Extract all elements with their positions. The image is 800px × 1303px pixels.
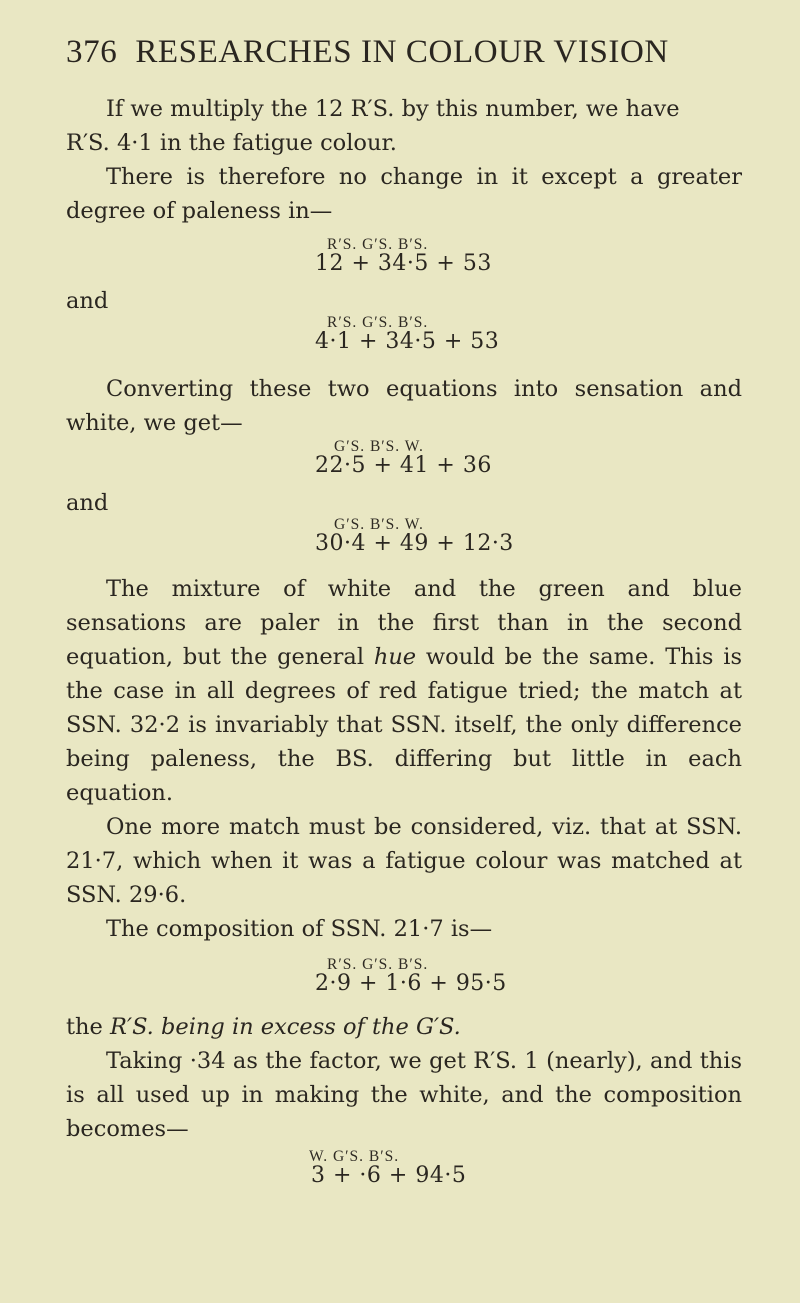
and-connector-1: and [66, 288, 109, 314]
equation-1 [66, 228, 742, 284]
equation-2-labels: R′S. G′S. B′S. [327, 314, 429, 331]
equation-6-values: 3 + ·6 + 94·5 [311, 1163, 467, 1188]
body-text [66, 92, 742, 1196]
paragraph-5: One more match must be considered, viz. that at SSN. 21·7, which when it was a fatigue colour was matched at SSN. 29·6. [66, 814, 742, 908]
running-header [66, 34, 746, 71]
paragraph-2: There is therefore no change in it except a greater degree of paleness in— [66, 164, 742, 224]
equation-4-values: 30·4 + 49 + 12·3 [315, 531, 514, 556]
equation-1-labels: R′S. G′S. B′S. [327, 236, 429, 253]
equation-3-values: 22·5 + 41 + 36 [315, 453, 492, 478]
equation-3-labels: G′S. B′S. W. [334, 438, 424, 455]
equation-2-values: 4·1 + 34·5 + 53 [315, 329, 500, 354]
paragraph-3: Converting these two equations into sensation and white, we get— [66, 376, 742, 436]
paragraph-6: The composition of SSN. 21·7 is— [106, 916, 493, 942]
paragraph-4-start: The mixture of white and the green and blue sensations are paler in the first than in the second equation, but the general [66, 576, 742, 670]
equation-3 [66, 430, 742, 486]
paragraph-4-end: would be the same. This is the case in all degrees of red fatigue tried; the match at SSN. 32·2 is invariably that SSN. itself, the only difference being paleness, the BS. differing but little in each equation. [66, 644, 742, 806]
paragraph-7-start: the [66, 1014, 111, 1040]
paragraph-4 [66, 572, 742, 810]
equation-5 [66, 948, 742, 1004]
equation-4-labels: G′S. B′S. W. [334, 516, 424, 533]
paragraph-1-line-1: If we multiply the 12 R′S. by this number, we have [106, 96, 680, 122]
paragraph-7 [66, 1010, 742, 1044]
equation-5-labels: R′S. G′S. B′S. [327, 956, 429, 973]
equation-6-labels: W. G′S. B′S. [309, 1148, 400, 1165]
paragraph-4-hue: hue [373, 644, 417, 670]
equation-4 [66, 508, 742, 564]
equation-5-values: 2·9 + 1·6 + 95·5 [315, 971, 507, 996]
and-connector-2: and [66, 490, 109, 516]
equation-2 [66, 306, 742, 362]
equation-1-values: 12 + 34·5 + 53 [315, 251, 492, 276]
running-title: RESEARCHES IN COLOUR VISION [135, 34, 669, 70]
paragraph-1-line-2: R′S. 4·1 in the fatigue colour. [66, 130, 397, 156]
paragraph-7-italic: R′S. being in excess of the G′S. [110, 1014, 461, 1040]
paragraph-8: Taking ·34 as the factor, we get R′S. 1 (nearly), and this is all used up in making the white, and the composition becomes— [66, 1048, 742, 1142]
equation-6 [66, 1140, 742, 1196]
page-number: 376 [66, 34, 118, 70]
